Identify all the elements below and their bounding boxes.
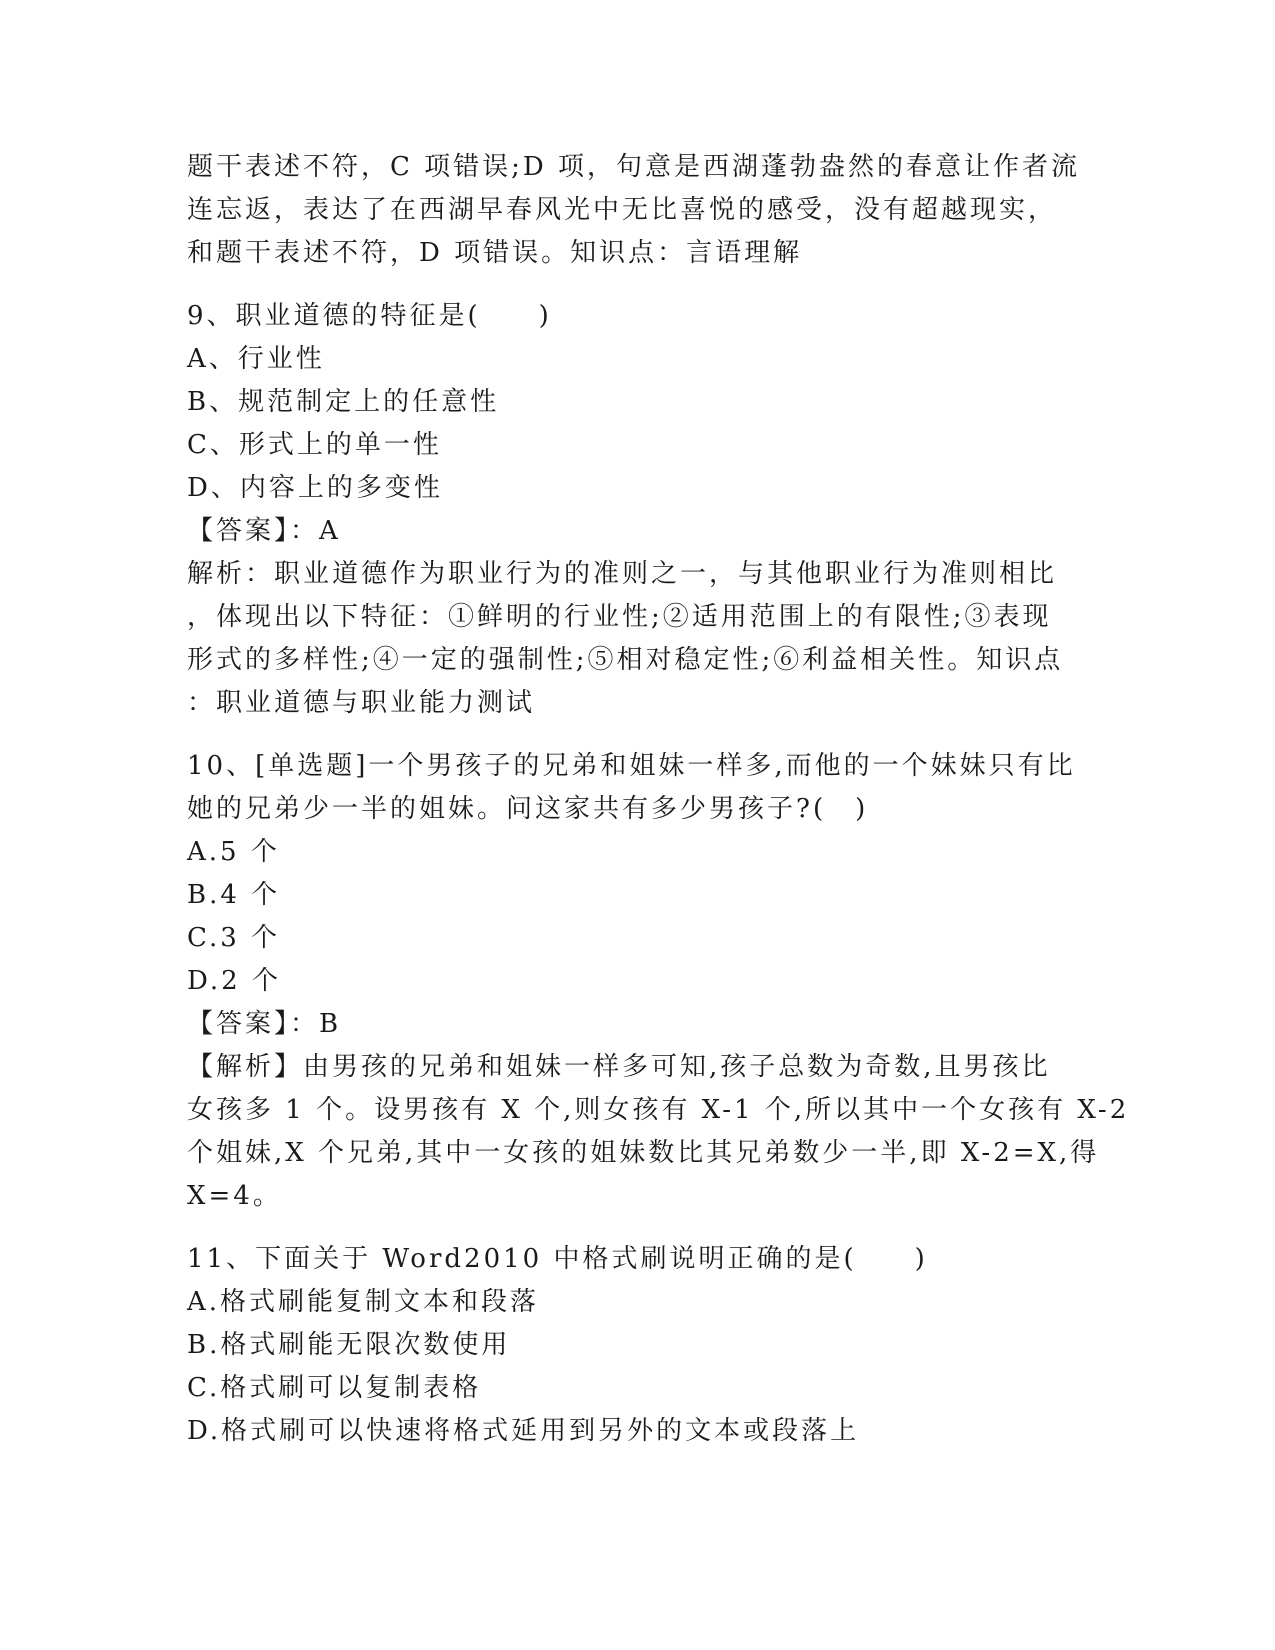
option-b: B.格式刷能无限次数使用 — [187, 1330, 511, 1360]
explanation-line: ：职业道德与职业能力测试 — [187, 688, 536, 718]
option-b: B.4 个 — [187, 880, 281, 910]
option-c: C.格式刷可以复制表格 — [187, 1373, 482, 1403]
question-stem: 她的兄弟少一半的姐妹。问这家共有多少男孩子?( ) — [187, 794, 869, 824]
text-line: 和题干表述不符，D 项错误。知识点：言语理解 — [187, 238, 803, 268]
explanation-line: X=4。 — [187, 1181, 282, 1211]
option-a: A、行业性 — [187, 344, 325, 374]
explanation-line: 个姐妹,X 个兄弟,其中一女孩的姐妹数比其兄弟数少一半,即 X-2=X,得 — [187, 1138, 1100, 1168]
explanation-line: 解析：职业道德作为职业行为的准则之一，与其他职业行为准则相比 — [187, 559, 1058, 589]
option-d: D.格式刷可以快速将格式延用到另外的文本或段落上 — [187, 1416, 860, 1446]
explanation-line: ，体现出以下特征：①鲜明的行业性;②适用范围上的有限性;③表现 — [187, 602, 1052, 632]
option-c: C.3 个 — [187, 923, 281, 953]
option-b: B、规范制定上的任意性 — [187, 387, 500, 417]
explanation-line: 形式的多样性;④一定的强制性;⑤相对稳定性;⑥利益相关性。知识点 — [187, 645, 1064, 675]
option-a: A.5 个 — [187, 837, 280, 867]
option-d: D.2 个 — [187, 966, 281, 996]
document-content — [187, 146, 1130, 1453]
paragraph-gap — [187, 1218, 1087, 1238]
question-9 — [187, 295, 1087, 725]
answer: 【答案】：B — [187, 1009, 342, 1039]
option-d: D、内容上的多变性 — [187, 473, 443, 503]
question-stem: 9、职业道德的特征是( ) — [187, 301, 552, 331]
question-10 — [187, 745, 1130, 1218]
option-c: C、形式上的单一性 — [187, 430, 442, 460]
paragraph-gap — [187, 725, 1087, 745]
explanation-line: 女孩多 1 个。设男孩有 X 个,则女孩有 X-1 个,所以其中一个女孩有 X-2 — [187, 1095, 1130, 1125]
option-a: A.格式刷能复制文本和段落 — [187, 1287, 540, 1317]
explanation-line: 【解析】由男孩的兄弟和姐妹一样多可知,孩子总数为奇数,且男孩比 — [187, 1052, 1051, 1082]
text-line: 连忘返，表达了在西湖早春风光中无比喜悦的感受，没有超越现实， — [187, 195, 1058, 225]
text-line: 题干表述不符，C 项错误;D 项，句意是西湖蓬勃盎然的春意让作者流 — [187, 152, 1081, 182]
explanation-continuation — [187, 146, 1087, 275]
question-stem: 11、下面关于 Word2010 中格式刷说明正确的是( ) — [187, 1244, 928, 1274]
question-stem: 10、[单选题]一个男孩子的兄弟和姐妹一样多,而他的一个妹妹只有比 — [187, 751, 1076, 781]
paragraph-gap — [187, 275, 1087, 295]
question-11 — [187, 1238, 1087, 1453]
answer: 【答案】：A — [187, 516, 341, 546]
